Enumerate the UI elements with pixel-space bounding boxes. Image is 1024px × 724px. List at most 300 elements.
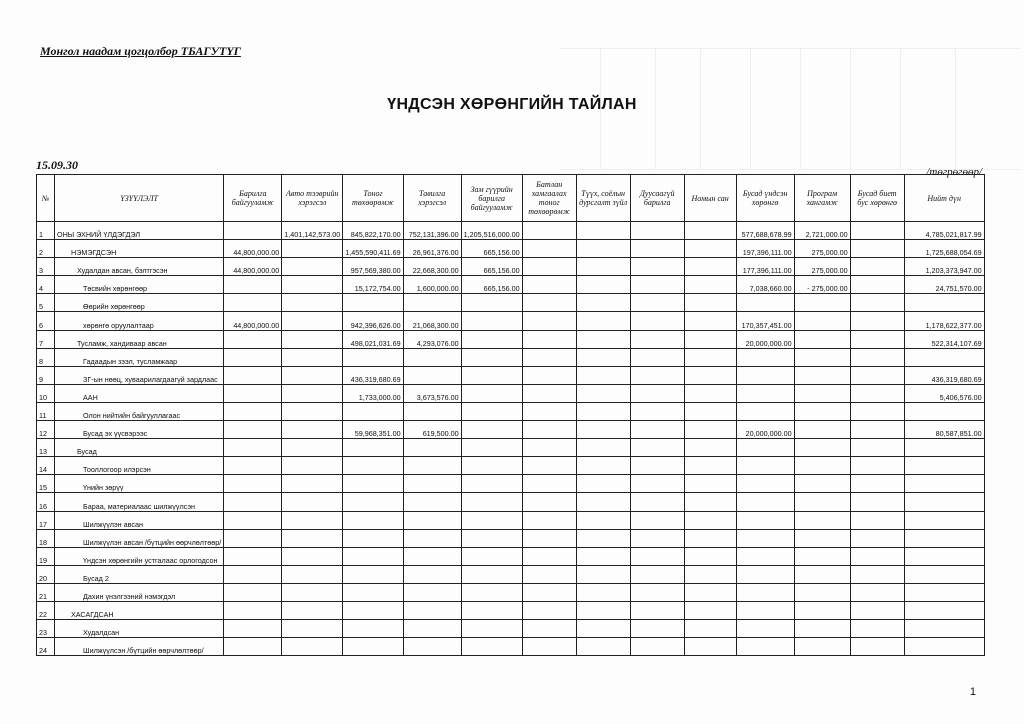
table-cell: [630, 240, 684, 258]
table-cell: [850, 439, 904, 457]
table-cell: 1,205,516,000.00: [461, 222, 522, 240]
table-cell: [794, 366, 850, 384]
table-cell: [794, 565, 850, 583]
table-cell: [224, 620, 282, 638]
table-cell: [282, 312, 343, 330]
table-cell: [904, 529, 984, 547]
table-cell: 577,688,678.99: [736, 222, 794, 240]
table-cell: 275,000.00: [794, 258, 850, 276]
table-cell: [684, 620, 736, 638]
table-cell: [461, 547, 522, 565]
table-cell: [794, 457, 850, 475]
table-cell: [522, 547, 576, 565]
table-cell: [736, 547, 794, 565]
table-cell: [282, 348, 343, 366]
row-number: 9: [37, 366, 55, 384]
table-cell: [684, 348, 736, 366]
row-label: Шилжүүлсэн /бүтцийн өөрчлөлтөөр/: [55, 638, 224, 656]
table-cell: [282, 402, 343, 420]
row-number: 11: [37, 402, 55, 420]
table-cell: [630, 384, 684, 402]
table-cell: 44,800,000.00: [224, 240, 282, 258]
table-cell: [736, 511, 794, 529]
table-cell: 1,600,000.00: [403, 276, 461, 294]
table-cell: [282, 421, 343, 439]
table-row: [37, 457, 985, 475]
table-cell: [576, 402, 630, 420]
table-cell: [850, 348, 904, 366]
table-row: [37, 439, 985, 457]
table-cell: [684, 384, 736, 402]
table-cell: [684, 330, 736, 348]
table-cell: [282, 384, 343, 402]
row-number: 7: [37, 330, 55, 348]
table-cell: [343, 348, 403, 366]
table-cell: [576, 620, 630, 638]
table-cell: [403, 475, 461, 493]
row-number: 19: [37, 547, 55, 565]
table-cell: 197,396,111.00: [736, 240, 794, 258]
table-cell: [850, 620, 904, 638]
table-cell: [522, 421, 576, 439]
table-cell: [522, 294, 576, 312]
table-cell: 1,401,142,573.00: [282, 222, 343, 240]
table-cell: [736, 384, 794, 402]
table-cell: 22,668,300.00: [403, 258, 461, 276]
table-cell: [461, 457, 522, 475]
table-cell: 44,800,000.00: [224, 312, 282, 330]
table-cell: [343, 601, 403, 619]
table-cell: [343, 620, 403, 638]
table-cell: [224, 547, 282, 565]
table-cell: [522, 638, 576, 656]
table-cell: [850, 258, 904, 276]
table-cell: [850, 547, 904, 565]
table-row: [37, 511, 985, 529]
row-number: 15: [37, 475, 55, 493]
table-cell: [522, 529, 576, 547]
table-cell: [630, 294, 684, 312]
table-cell: [850, 366, 904, 384]
row-label: Худалдсан: [55, 620, 224, 638]
table-cell: [904, 511, 984, 529]
column-header: Нийт дүн: [904, 175, 984, 222]
table-cell: 1,733,000.00: [343, 384, 403, 402]
table-cell: 498,021,031.69: [343, 330, 403, 348]
table-cell: [282, 240, 343, 258]
row-label: ХАСАГДСАН: [55, 601, 224, 619]
table-cell: 80,587,851.00: [904, 421, 984, 439]
table-cell: [282, 366, 343, 384]
table-cell: [576, 511, 630, 529]
table-cell: [684, 475, 736, 493]
table-cell: [904, 547, 984, 565]
column-header: Барилга байгууламж: [224, 175, 282, 222]
table-cell: [343, 439, 403, 457]
table-cell: [282, 620, 343, 638]
table-cell: [904, 493, 984, 511]
table-cell: 665,156.00: [461, 276, 522, 294]
table-cell: [461, 402, 522, 420]
table-cell: [684, 638, 736, 656]
table-cell: [850, 565, 904, 583]
table-cell: [684, 258, 736, 276]
table-cell: [794, 529, 850, 547]
table-cell: [630, 475, 684, 493]
table-cell: [794, 439, 850, 457]
table-cell: [461, 620, 522, 638]
table-cell: [576, 421, 630, 439]
table-cell: 845,822,170.00: [343, 222, 403, 240]
table-cell: [630, 222, 684, 240]
table-row: [37, 583, 985, 601]
table-cell: [630, 348, 684, 366]
table-cell: [224, 529, 282, 547]
table-cell: [343, 511, 403, 529]
table-cell: [904, 457, 984, 475]
table-cell: [630, 312, 684, 330]
fixed-assets-table: [36, 174, 985, 656]
table-cell: [630, 258, 684, 276]
row-number: 23: [37, 620, 55, 638]
table-cell: [794, 421, 850, 439]
table-cell: [461, 348, 522, 366]
table-cell: [630, 620, 684, 638]
table-cell: 752,131,396.00: [403, 222, 461, 240]
table-row: [37, 276, 985, 294]
table-cell: [224, 493, 282, 511]
table-cell: 59,968,351.00: [343, 421, 403, 439]
table-row: [37, 601, 985, 619]
table-cell: [522, 348, 576, 366]
table-cell: [576, 601, 630, 619]
table-cell: [282, 493, 343, 511]
table-cell: [630, 493, 684, 511]
table-cell: [576, 457, 630, 475]
table-cell: [282, 547, 343, 565]
table-cell: [576, 222, 630, 240]
table-cell: 5,406,576.00: [904, 384, 984, 402]
row-number: 13: [37, 439, 55, 457]
table-cell: [522, 330, 576, 348]
table-cell: [576, 294, 630, 312]
table-cell: [522, 258, 576, 276]
table-cell: [904, 565, 984, 583]
table-cell: [522, 511, 576, 529]
row-number: 20: [37, 565, 55, 583]
table-cell: - 275,000.00: [794, 276, 850, 294]
row-number: 3: [37, 258, 55, 276]
table-cell: [224, 457, 282, 475]
table-cell: 20,000,000.00: [736, 330, 794, 348]
table-cell: [904, 583, 984, 601]
table-cell: [684, 294, 736, 312]
row-number: 12: [37, 421, 55, 439]
table-cell: [282, 638, 343, 656]
table-cell: [224, 348, 282, 366]
table-cell: [403, 457, 461, 475]
table-cell: [794, 511, 850, 529]
table-cell: [343, 547, 403, 565]
row-label: Бусад 2: [55, 565, 224, 583]
table-cell: [794, 402, 850, 420]
row-number: 18: [37, 529, 55, 547]
table-cell: [343, 565, 403, 583]
table-cell: [904, 601, 984, 619]
table-cell: [794, 384, 850, 402]
table-cell: [576, 276, 630, 294]
table-body: [37, 222, 985, 656]
row-label: ОНЫ ЭХНИЙ ҮЛДЭГДЭЛ: [55, 222, 224, 240]
table-cell: [904, 439, 984, 457]
table-header: [37, 175, 985, 222]
table-cell: [403, 439, 461, 457]
table-cell: [736, 493, 794, 511]
row-label: Худалдан авсан, бэлтгэсэн: [55, 258, 224, 276]
table-cell: [461, 312, 522, 330]
table-cell: [850, 222, 904, 240]
table-cell: [403, 402, 461, 420]
table-row: [37, 258, 985, 276]
column-header: Тоног төхөөрөмж: [343, 175, 403, 222]
table-cell: [282, 601, 343, 619]
table-cell: [850, 402, 904, 420]
table-cell: [282, 475, 343, 493]
table-cell: [684, 402, 736, 420]
table-cell: [403, 529, 461, 547]
table-row: [37, 620, 985, 638]
table-cell: [343, 294, 403, 312]
table-cell: [403, 565, 461, 583]
table-cell: [684, 222, 736, 240]
row-number: 5: [37, 294, 55, 312]
currency-unit: /төгрөгөөр/: [926, 166, 982, 178]
table-cell: [684, 240, 736, 258]
table-cell: [522, 276, 576, 294]
row-label: Бараа, материалаас шилжүүлсэн: [55, 493, 224, 511]
table-cell: 1,455,590,411.69: [343, 240, 403, 258]
table-cell: [794, 348, 850, 366]
table-cell: [850, 638, 904, 656]
column-header: Бусад үндсэн хөрөнгө: [736, 175, 794, 222]
table-cell: [403, 511, 461, 529]
organization-name: Монгол наадам цогцолбор ТБАГУТҮГ: [40, 44, 241, 58]
table-cell: [461, 366, 522, 384]
table-cell: [576, 330, 630, 348]
row-label: ААН: [55, 384, 224, 402]
table-cell: [461, 529, 522, 547]
table-cell: [794, 547, 850, 565]
table-cell: [850, 240, 904, 258]
row-label: Өөрийн хөрөнгөөр: [55, 294, 224, 312]
table-cell: [522, 240, 576, 258]
table-cell: [736, 366, 794, 384]
table-cell: [224, 402, 282, 420]
table-cell: [904, 294, 984, 312]
row-number: 4: [37, 276, 55, 294]
table-cell: [282, 258, 343, 276]
table-cell: [684, 529, 736, 547]
table-cell: [850, 330, 904, 348]
table-cell: [576, 258, 630, 276]
table-cell: [904, 638, 984, 656]
table-cell: [904, 402, 984, 420]
table-cell: [684, 511, 736, 529]
column-header: Програм хангамж: [794, 175, 850, 222]
table-cell: [224, 330, 282, 348]
table-cell: [343, 457, 403, 475]
table-cell: [282, 565, 343, 583]
table-cell: [224, 475, 282, 493]
row-number: 16: [37, 493, 55, 511]
table-cell: [403, 493, 461, 511]
table-cell: [522, 312, 576, 330]
table-cell: [403, 638, 461, 656]
row-number: 8: [37, 348, 55, 366]
table-cell: [224, 366, 282, 384]
table-cell: 957,569,380.00: [343, 258, 403, 276]
table-cell: [282, 511, 343, 529]
table-cell: [794, 583, 850, 601]
table-cell: [461, 384, 522, 402]
row-label: Шилжүүлэн авсан /бүтцийн өөрчлөлтөөр/: [55, 529, 224, 547]
table-cell: [576, 475, 630, 493]
row-label: НЭМЭГДСЭН: [55, 240, 224, 258]
row-number: 24: [37, 638, 55, 656]
table-cell: [630, 457, 684, 475]
table-cell: [282, 457, 343, 475]
table-cell: [576, 638, 630, 656]
table-cell: [850, 384, 904, 402]
table-cell: [403, 583, 461, 601]
table-cell: [794, 312, 850, 330]
table-cell: 2,721,000.00: [794, 222, 850, 240]
column-header: ҮЗҮҮЛЭЛТ: [55, 175, 224, 222]
table-cell: [224, 565, 282, 583]
table-cell: [684, 421, 736, 439]
report-date: 15.09.30: [36, 158, 78, 172]
table-cell: [630, 529, 684, 547]
table-cell: 522,314,107.69: [904, 330, 984, 348]
table-cell: [630, 638, 684, 656]
table-cell: [282, 439, 343, 457]
table-cell: [736, 457, 794, 475]
column-header: Тавилга хэрэгсэл: [403, 175, 461, 222]
table-cell: [576, 240, 630, 258]
table-cell: [576, 384, 630, 402]
table-cell: [343, 638, 403, 656]
table-cell: [461, 439, 522, 457]
table-row: [37, 638, 985, 656]
table-cell: [684, 547, 736, 565]
table-row: [37, 348, 985, 366]
table-cell: [794, 638, 850, 656]
table-cell: [576, 366, 630, 384]
table-cell: 275,000.00: [794, 240, 850, 258]
table-cell: [522, 402, 576, 420]
row-number: 2: [37, 240, 55, 258]
table-cell: [850, 294, 904, 312]
table-cell: [794, 475, 850, 493]
table-cell: [850, 583, 904, 601]
table-cell: [736, 565, 794, 583]
table-cell: [630, 421, 684, 439]
table-cell: 619,500.00: [403, 421, 461, 439]
table-cell: [736, 439, 794, 457]
table-cell: [736, 620, 794, 638]
column-header: Номын сан: [684, 175, 736, 222]
table-cell: [522, 583, 576, 601]
row-label: Олон нийтийн байгууллагаас: [55, 402, 224, 420]
table-cell: [684, 457, 736, 475]
table-row: [37, 529, 985, 547]
table-cell: [850, 312, 904, 330]
column-header: Түүх, соёлын дурсгалт зүйл: [576, 175, 630, 222]
table-cell: [522, 457, 576, 475]
row-number: 10: [37, 384, 55, 402]
row-label: Дахин үнэлгээний нэмэгдэл: [55, 583, 224, 601]
column-header: Батлан хамгаалах тоног төхөөрөмж: [522, 175, 576, 222]
table-cell: 170,357,451.00: [736, 312, 794, 330]
table-cell: 24,751,570.00: [904, 276, 984, 294]
table-cell: [224, 294, 282, 312]
table-cell: [224, 421, 282, 439]
table-cell: [522, 366, 576, 384]
row-label: Шилжүүлэн авсан: [55, 511, 224, 529]
table-cell: [343, 475, 403, 493]
table-cell: [576, 547, 630, 565]
table-cell: [850, 601, 904, 619]
table-cell: 4,293,076.00: [403, 330, 461, 348]
table-cell: 665,156.00: [461, 240, 522, 258]
table-cell: [461, 493, 522, 511]
row-number: 6: [37, 312, 55, 330]
table-cell: [224, 601, 282, 619]
table-cell: [403, 601, 461, 619]
table-cell: [736, 475, 794, 493]
table-cell: [224, 638, 282, 656]
table-cell: [904, 475, 984, 493]
table-cell: [576, 312, 630, 330]
table-cell: [630, 402, 684, 420]
table-cell: [736, 638, 794, 656]
table-cell: [736, 583, 794, 601]
row-label: Бусад: [55, 439, 224, 457]
row-number: 17: [37, 511, 55, 529]
table-cell: [461, 583, 522, 601]
table-cell: [794, 620, 850, 638]
table-cell: [461, 421, 522, 439]
row-number: 14: [37, 457, 55, 475]
table-cell: [850, 529, 904, 547]
table-cell: [736, 294, 794, 312]
column-header: Бусад биет бус хөрөнгө: [850, 175, 904, 222]
table-cell: [794, 601, 850, 619]
table-cell: [684, 276, 736, 294]
row-label: Үндсэн хөрөнгийн устгалаас орлогодсон: [55, 547, 224, 565]
table-cell: 3,673,576.00: [403, 384, 461, 402]
table-cell: [522, 475, 576, 493]
row-label: хөрөнгө оруулалтаар: [55, 312, 224, 330]
table-cell: [343, 583, 403, 601]
table-row: [37, 384, 985, 402]
table-cell: [282, 294, 343, 312]
table-row: [37, 565, 985, 583]
table-cell: [630, 330, 684, 348]
table-cell: [343, 493, 403, 511]
column-header: Зам гүүрийн барилга байгууламж: [461, 175, 522, 222]
table-cell: [630, 565, 684, 583]
